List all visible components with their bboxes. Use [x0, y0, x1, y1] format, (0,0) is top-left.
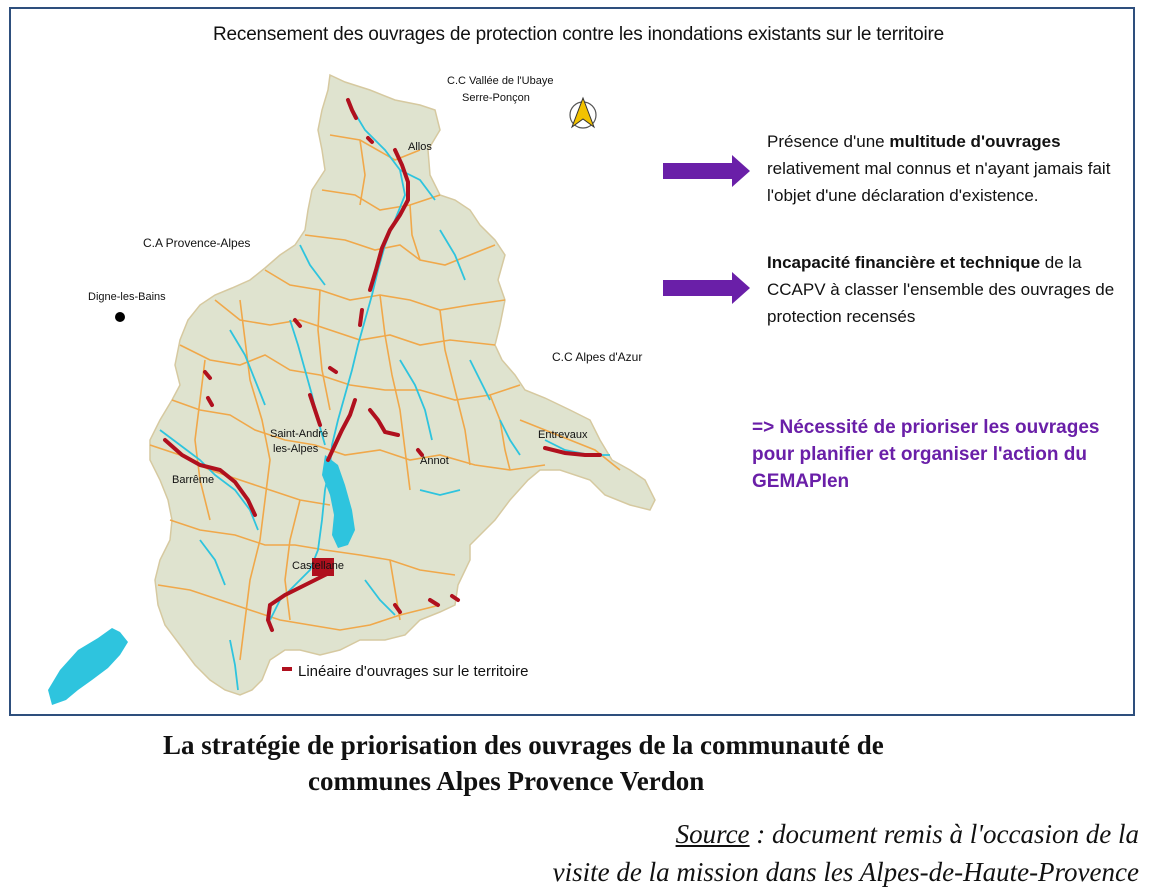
- bullet-1-pre: Présence d'une: [767, 132, 890, 151]
- source-label: Source: [675, 819, 750, 849]
- purple-arrow-icon: [663, 155, 750, 187]
- caption-line-1: La stratégie de priorisation des ouvrages de la communauté de: [163, 730, 884, 760]
- label-allos: Allos: [408, 141, 432, 153]
- legend-swatch: [282, 667, 292, 671]
- label-ubaye-line1: C.C Vallée de l'Ubaye: [447, 75, 554, 87]
- source-line-1: [553, 815, 1139, 853]
- bullet-1-bold: multitude d'ouvrages: [889, 132, 1061, 151]
- bullet-1-post: relativement mal connus et n'ayant jamais fait l'objet d'une déclaration d'existence.: [767, 159, 1111, 205]
- label-alpes-azur: C.C Alpes d'Azur: [552, 350, 643, 364]
- caption-line-2: communes Alpes Provence Verdon: [308, 766, 705, 796]
- conclusion-text: => Nécessité de prioriser les ouvrages pour planifier et organiser l'action du GEMAPIen: [752, 417, 1100, 492]
- map-title: Recensement des ouvrages de protection contre les inondations existants sur le territoire: [213, 24, 944, 45]
- label-saint-andre-line2: les-Alpes: [273, 443, 319, 455]
- label-castellane: Castellane: [292, 560, 344, 572]
- bullet-2-post: de la CCAPV à classer l'ensemble des ouvrages de protection recensés: [767, 253, 1115, 326]
- bullet-incapacite: [767, 249, 1132, 330]
- bullet-multitude-ouvrages: [767, 128, 1127, 209]
- bullet-2-bold: Incapacité financière et technique: [767, 253, 1041, 272]
- source-note: [553, 815, 1139, 891]
- label-annot: Annot: [420, 455, 449, 467]
- legend-label: Linéaire d'ouvrages sur le territoire: [298, 663, 529, 680]
- label-digne: Digne-les-Bains: [88, 291, 166, 303]
- purple-arrow-icon: [663, 272, 750, 304]
- source-text-1: : document remis à l'occasion de la: [749, 819, 1139, 849]
- label-barreme: Barrême: [172, 474, 215, 486]
- north-arrow-icon: [570, 98, 596, 128]
- label-entrevaux: Entrevaux: [538, 429, 588, 441]
- city-dot-icon: [115, 312, 125, 322]
- lake-sainte-croix: [48, 628, 128, 705]
- map-legend: [282, 663, 528, 680]
- label-saint-andre-line1: Saint-André: [270, 428, 329, 440]
- label-provence-alpes: C.A Provence-Alpes: [143, 236, 251, 250]
- label-ubaye-line2: Serre-Ponçon: [462, 92, 530, 104]
- source-line-2: visite de la mission dans les Alpes-de-Haute-Provence: [552, 857, 1139, 887]
